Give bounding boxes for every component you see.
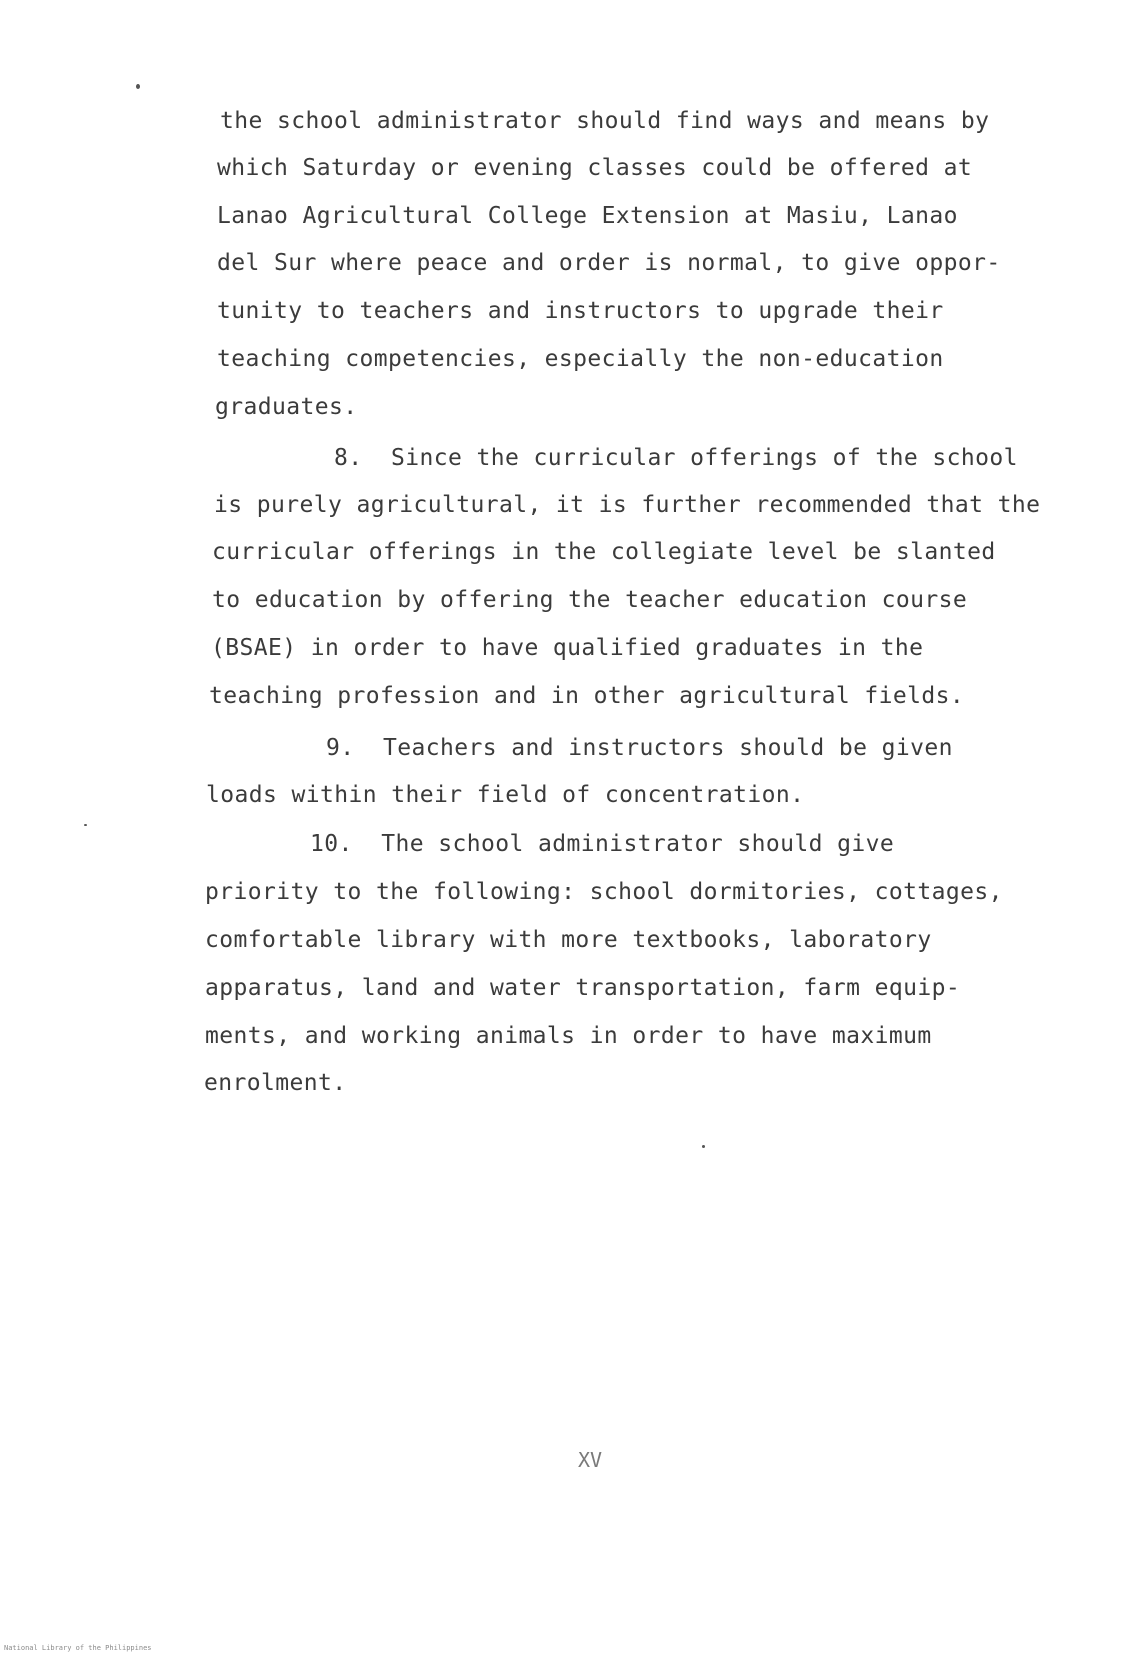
scan-speck	[136, 84, 140, 89]
text-line: ments, and working animals in order to have maximum	[205, 1023, 932, 1049]
text-line: the school administrator should find ways and means by	[220, 108, 990, 134]
text-line: graduates.	[215, 394, 358, 420]
text-line: teaching profession and in other agricultural fields.	[209, 683, 965, 709]
text-line: priority to the following: school dormitories, cottages,	[205, 879, 1003, 905]
text-line: loads within their field of concentration.	[206, 782, 805, 808]
text-line: comfortable library with more textbooks, laboratory	[205, 927, 932, 953]
text-line: teaching competencies, especially the non-education	[217, 346, 944, 372]
text-line: is purely agricultural, it is further recommended that the	[214, 492, 1041, 518]
text-line: 10. The school administrator should give	[310, 831, 895, 857]
text-line: to education by offering the teacher education course	[212, 587, 968, 613]
text-line: 9. Teachers and instructors should be given	[326, 735, 953, 761]
scan-speck	[84, 824, 87, 826]
text-line: which Saturday or evening classes could be offered at	[217, 155, 973, 181]
text-line: curricular offerings in the collegiate level be slanted	[212, 539, 996, 565]
text-line: apparatus, land and water transportation, farm equip-	[205, 975, 961, 1001]
text-line: 8. Since the curricular offerings of the school	[334, 445, 1018, 471]
text-line: Lanao Agricultural College Extension at Masiu, Lanao	[217, 203, 958, 229]
text-line: del Sur where peace and order is normal, to give oppor-	[217, 250, 1001, 276]
text-line: (BSAE) in order to have qualified graduates in the	[211, 635, 924, 661]
scan-speck	[702, 1145, 705, 1148]
page-number: XV	[578, 1448, 603, 1472]
text-line: enrolment.	[204, 1070, 347, 1096]
text-line: tunity to teachers and instructors to upgrade their	[217, 298, 944, 324]
footer-watermark: National Library of the Philippines	[4, 1644, 152, 1652]
